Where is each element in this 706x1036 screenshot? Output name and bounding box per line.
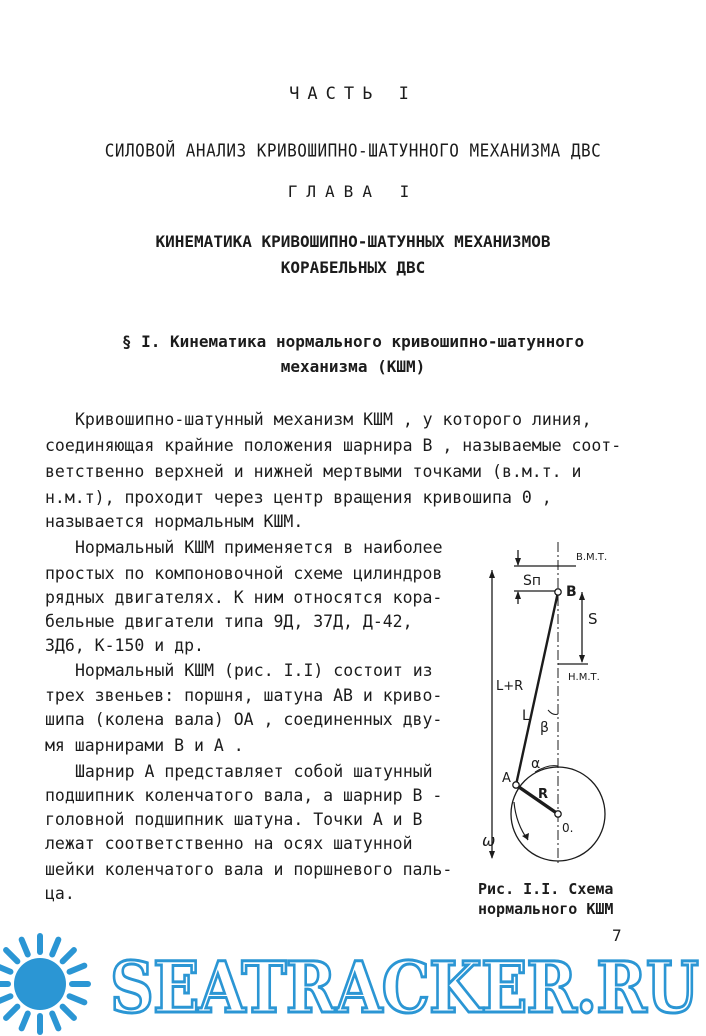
paragraph-3-line: мя шарнирами В и А .: [45, 736, 244, 755]
sun-ray: [6, 1007, 17, 1018]
sun-ray: [22, 940, 28, 955]
sun-ray: [52, 940, 58, 955]
lr-arrowhead-bottom: [489, 851, 495, 859]
figure-caption-line-1: Рис. I.I. Схема: [478, 880, 614, 898]
paragraph-1-line: ветственно верхней и нижней мертвыми точками (в.м.т. и: [45, 462, 582, 481]
joint-o: [555, 811, 561, 817]
paragraph-3-line: трех звеньев: поршня, шатуна АВ и криво-: [45, 686, 443, 705]
paragraph-4-line: подшипник коленчатого вала, а шарнир В -: [45, 786, 443, 805]
chapter-heading: ГЛАВА I: [287, 182, 419, 201]
watermark-text: SEATRACKER.RU: [110, 946, 698, 1029]
sun-ray: [52, 1014, 58, 1029]
beta-arc: [548, 710, 558, 715]
sun-ray: [6, 950, 17, 961]
paragraph-2-line: простых по компоновочной схеме цилиндров: [45, 564, 443, 583]
figure-caption-line-2: нормального КШМ: [478, 900, 614, 918]
crank-mechanism-figure: [478, 540, 678, 870]
sn-arrowhead-bottom: [515, 591, 521, 599]
a-label: A: [502, 771, 511, 786]
paragraph-4-line: Шарнир А представляет собой шатунный: [75, 762, 433, 781]
paragraph-4-line: лежат соответственно на осях шатунной: [45, 834, 413, 853]
sun-ray: [63, 1007, 74, 1018]
paragraph-1-line: н.м.т), проходит через центр вращения кривошипа 0 ,: [45, 488, 552, 507]
r-label: R: [538, 787, 549, 802]
paragraph-1-line: соединяющая крайние положения шарнира В , называемые соот-: [45, 436, 622, 455]
paragraph-2-line: Нормальный КШМ применяется в наиболее: [75, 538, 443, 557]
paragraph-3-line: Нормальный КШМ (рис. I.I) состоит из: [75, 661, 433, 680]
vmt-label: В.М.Т.: [576, 552, 608, 563]
nmt-label: Н.М.Т.: [568, 672, 600, 683]
alpha-label: α: [531, 756, 541, 772]
sn-arrowhead-top: [515, 558, 521, 566]
chapter-title-line-1: КИНЕМАТИКА КРИВОШИПНО-ШАТУННЫХ МЕХАНИЗМОВ: [155, 232, 551, 251]
paragraph-4-line: шейки коленчатого вала и поршневого паль-: [45, 860, 453, 879]
s-arrowhead-bottom: [579, 655, 585, 663]
joint-a: [513, 782, 519, 788]
paragraph-4-line: ца.: [45, 884, 75, 903]
beta-label: β: [540, 720, 549, 736]
paragraph-3-line: шипа (колена вала) ОА , соединенных дву-: [45, 710, 443, 729]
b-label: B: [566, 584, 577, 600]
sun-ray: [0, 966, 10, 972]
paragraph-2-line: бельные двигатели типа 9Д, 37Д, Д-42,: [45, 612, 413, 631]
sun-ray: [22, 1014, 28, 1029]
lr-arrowhead-top: [489, 570, 495, 578]
part-subtitle: СИЛОВОЙ АНАЛИЗ КРИВОШИПНО-ШАТУННОГО МЕХАНИЗМА ДВС: [104, 140, 602, 161]
o-label: 0.: [562, 821, 574, 835]
sn-label: Sп: [523, 573, 542, 589]
chapter-title-line-2: КОРАБЕЛЬНЫХ ДВС: [280, 258, 426, 277]
paragraph-2-line: 3Д6, К-150 и др.: [45, 636, 204, 655]
crank-arm: [516, 785, 558, 814]
l-label: L: [522, 708, 530, 724]
page-number: 7: [612, 926, 622, 945]
omega-arrowhead: [522, 833, 529, 840]
s-label: S: [588, 610, 598, 628]
sun-ray: [70, 996, 85, 1002]
sun-logo-icon: [0, 936, 88, 1032]
joint-b: [555, 589, 561, 595]
paragraph-1-line: называется нормальным КШМ.: [45, 512, 304, 531]
part-heading: ЧАСТЬ I: [289, 84, 417, 104]
paragraph-2-line: рядных двигателях. К ним относятся кора-: [45, 588, 443, 607]
omega-label: ω: [482, 831, 496, 850]
lr-label: L+R: [496, 679, 524, 694]
s-arrowhead-top: [579, 592, 585, 600]
watermark: [0, 928, 706, 1036]
paragraph-1-line: Кривошипно-шатунный механизм КШМ , у которого линия,: [75, 410, 592, 429]
sun-ray: [0, 996, 10, 1002]
sun-ray: [70, 966, 85, 972]
section-title-line-2: механизма (КШМ): [280, 357, 426, 376]
section-title-line-1: § I. Кинематика нормального кривошипно-шатунного: [121, 332, 585, 351]
sun-ray: [63, 950, 74, 961]
paragraph-4-line: головной подшипник шатуна. Точки А и В: [45, 810, 423, 829]
